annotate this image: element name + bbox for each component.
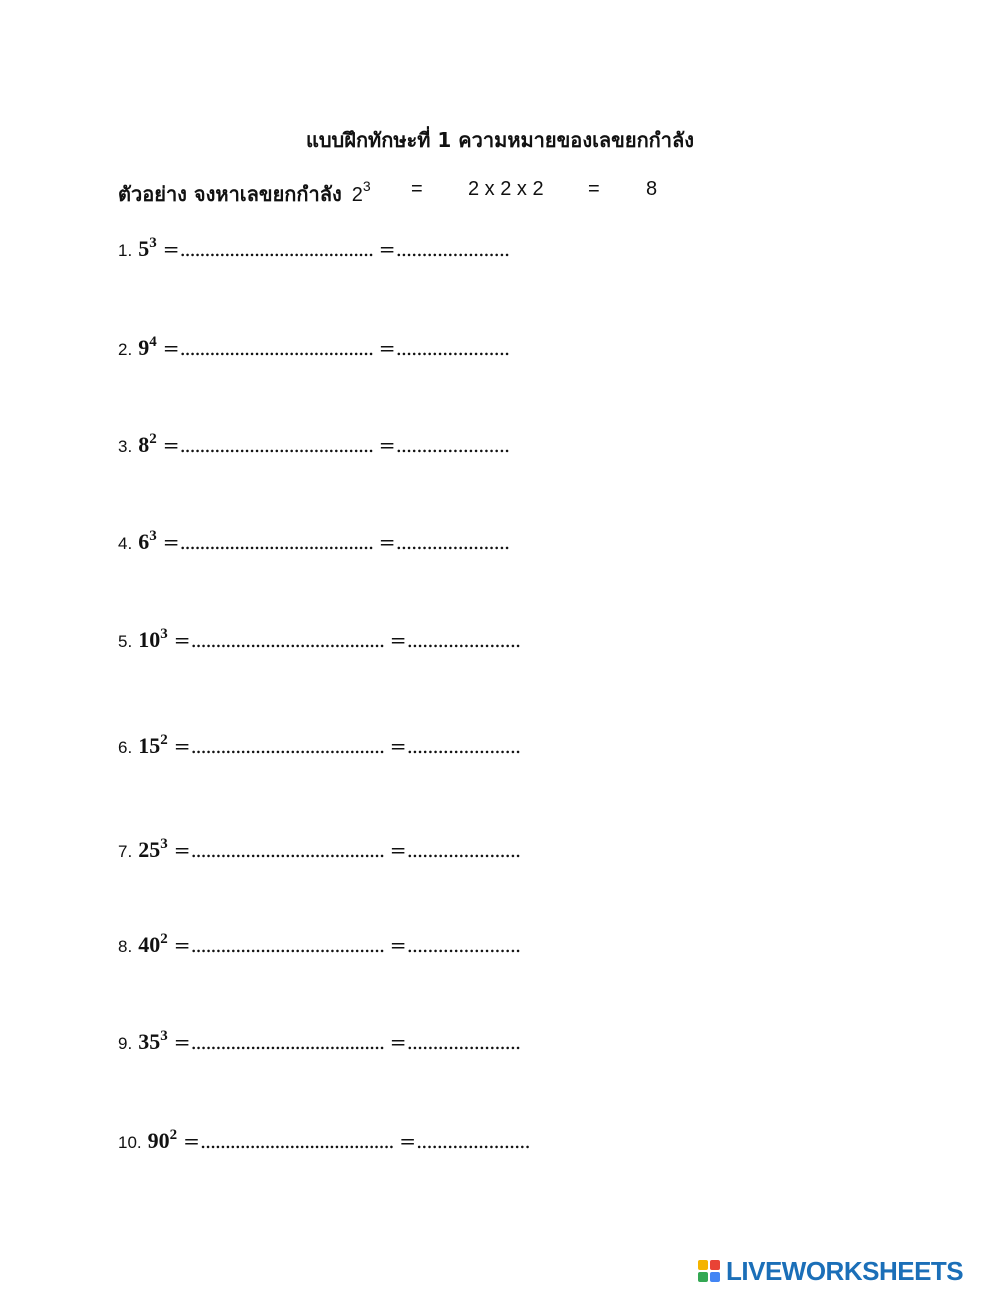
example-base: 2 <box>351 184 363 206</box>
problem-equals-2: = <box>378 237 396 261</box>
problem-exponent: 4 <box>149 334 157 350</box>
answer-blank-result[interactable]: ...................... <box>406 628 521 652</box>
problem-row <box>118 327 510 360</box>
problem-equals-2: = <box>389 838 407 862</box>
logo-blocks-icon <box>698 1260 720 1282</box>
problem-exponent: 3 <box>160 836 168 852</box>
problem-equals-2: = <box>389 628 407 652</box>
problem-number: 7. <box>118 842 133 861</box>
problem-row <box>118 424 510 457</box>
problem-number: 8. <box>118 937 133 956</box>
problem-equals: = <box>183 1129 200 1153</box>
problem-base: 5 <box>138 236 150 261</box>
problem-equals-2: = <box>399 1129 417 1153</box>
problem-base: 90 <box>147 1128 170 1153</box>
problem-row <box>118 619 521 652</box>
problem-base: 25 <box>138 837 161 862</box>
problem-number: 6. <box>118 738 133 757</box>
problem-exponent: 3 <box>160 626 168 642</box>
problem-row <box>118 1021 521 1054</box>
answer-blank-expansion[interactable]: ....................................... <box>179 237 373 261</box>
example-result: 8 <box>646 178 658 200</box>
answer-blank-result[interactable]: ...................... <box>406 734 521 758</box>
answer-blank-expansion[interactable]: ....................................... <box>179 336 373 360</box>
problem-equals: = <box>162 237 180 261</box>
answer-blank-result[interactable]: ...................... <box>395 336 510 360</box>
logo-text: LIVEWORKSHEETS <box>726 1255 964 1286</box>
problem-exponent: 3 <box>149 235 157 251</box>
problem-equals-2: = <box>389 1030 407 1054</box>
problem-exponent: 2 <box>169 1127 178 1143</box>
problem-equals: = <box>173 1030 191 1054</box>
problem-base: 35 <box>138 1029 161 1054</box>
example-row <box>118 178 658 210</box>
answer-blank-expansion[interactable]: ....................................... <box>190 1030 384 1054</box>
liveworksheets-logo <box>698 1256 963 1286</box>
answer-blank-expansion[interactable]: ....................................... <box>199 1129 394 1153</box>
example-exponent: 3 <box>362 178 371 194</box>
answer-blank-result[interactable]: ...................... <box>416 1129 530 1153</box>
problem-equals-2: = <box>378 336 396 360</box>
answer-blank-result[interactable]: ...................... <box>395 433 510 457</box>
problem-exponent: 2 <box>160 931 168 947</box>
problem-base: 15 <box>138 733 161 758</box>
answer-blank-result[interactable]: ...................... <box>395 530 510 554</box>
problem-equals: = <box>162 530 180 554</box>
answer-blank-result[interactable]: ...................... <box>395 237 510 261</box>
problem-base: 9 <box>138 335 150 360</box>
problem-equals-2: = <box>389 734 407 758</box>
example-power <box>352 178 371 207</box>
problem-base: 10 <box>138 627 161 652</box>
answer-blank-result[interactable]: ...................... <box>406 1030 521 1054</box>
problem-exponent: 2 <box>149 431 157 447</box>
answer-blank-expansion[interactable]: ....................................... <box>190 838 384 862</box>
answer-blank-expansion[interactable]: ....................................... <box>190 734 384 758</box>
problem-number: 2. <box>118 340 133 359</box>
problem-equals: = <box>162 433 180 457</box>
problem-equals: = <box>162 336 180 360</box>
problem-equals-2: = <box>389 933 407 957</box>
example-equals-1: = <box>411 178 423 200</box>
problem-base: 6 <box>138 529 150 554</box>
problem-equals: = <box>173 734 191 758</box>
problem-exponent: 3 <box>160 1028 168 1044</box>
problem-row <box>118 924 521 957</box>
answer-blank-expansion[interactable]: ....................................... <box>179 433 373 457</box>
problem-equals-2: = <box>378 433 396 457</box>
problem-equals: = <box>173 838 191 862</box>
answer-blank-expansion[interactable]: ....................................... <box>179 530 373 554</box>
problem-row <box>118 228 510 261</box>
problem-row <box>118 829 521 862</box>
problem-exponent: 2 <box>160 732 168 748</box>
problem-exponent: 3 <box>149 528 157 544</box>
answer-blank-expansion[interactable]: ....................................... <box>190 933 384 957</box>
problem-number: 1. <box>118 241 133 260</box>
problem-row <box>118 725 521 758</box>
answer-blank-result[interactable]: ...................... <box>406 933 521 957</box>
problem-row <box>118 521 510 554</box>
problem-number: 3. <box>118 437 133 456</box>
problem-equals: = <box>173 933 191 957</box>
problem-number: 5. <box>118 632 133 651</box>
problem-number: 9. <box>118 1034 133 1053</box>
problem-base: 8 <box>138 432 150 457</box>
problem-equals: = <box>173 628 191 652</box>
problem-base: 40 <box>138 932 161 957</box>
answer-blank-result[interactable]: ...................... <box>406 838 521 862</box>
example-label: ตัวอย่าง จงหาเลขยกกำลัง <box>118 182 342 206</box>
answer-blank-expansion[interactable]: ....................................... <box>190 628 384 652</box>
problem-equals-2: = <box>378 530 396 554</box>
problem-number: 10. <box>118 1133 142 1152</box>
worksheet-title: แบบฝึกทักษะที่ 1 ความหมายของเลขยกกำลัง <box>305 128 695 152</box>
example-expansion: 2 x 2 x 2 <box>468 178 544 200</box>
problem-row <box>118 1120 530 1153</box>
example-equals-2: = <box>588 178 600 200</box>
problem-number: 4. <box>118 534 133 553</box>
